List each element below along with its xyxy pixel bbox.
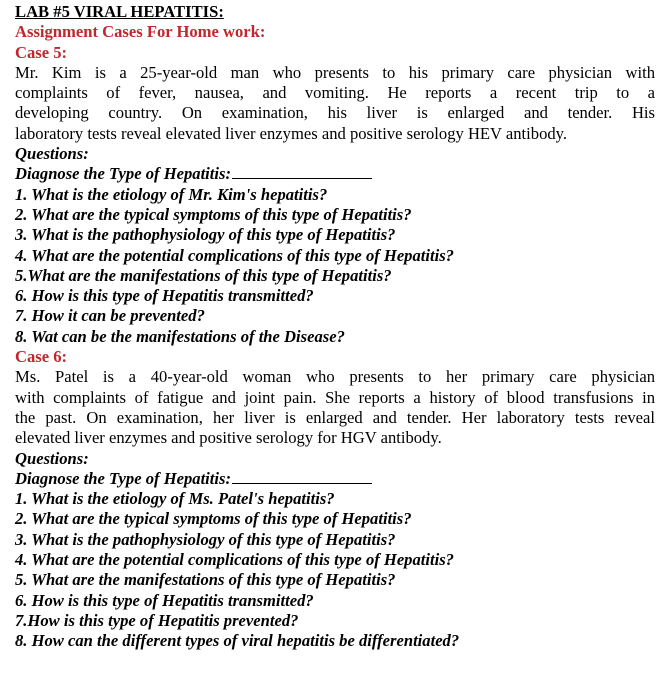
case-narrative <box>15 63 655 144</box>
question-item: 8. Wat can be the manifestations of the Disease? <box>15 326 345 346</box>
question-item: 4. What are the potential complications of this type of Hepatitis? <box>15 550 454 570</box>
question-item: 5. What are the manifestations of this type of Hepatitis? <box>15 570 396 590</box>
case-heading: Case 6: <box>15 347 68 367</box>
assignment-heading: Assignment Cases For Home work: <box>15 22 266 42</box>
question-item: 8. How can the different types of viral hepatitis be differentiated? <box>15 631 460 651</box>
question-item: 6. How is this type of Hepatitis transmitted? <box>15 286 314 306</box>
case-narrative <box>15 367 655 448</box>
question-item: 1. What is the etiology of Mr. Kim's hepatitis? <box>15 184 328 204</box>
narrative-line: the past. On examination, her liver is enlarged and tender. Her laboratory tests reveal <box>15 407 655 427</box>
narrative-line: complaints of fever, nausea, and vomiting. He reports a recent trip to a <box>15 83 655 103</box>
case-5-section <box>15 43 655 347</box>
diagnose-label: Diagnose the Type of Hepatitis: <box>15 468 231 488</box>
question-item: 3. What is the pathophysiology of this type of Hepatitis? <box>15 225 396 245</box>
narrative-line: Ms. Patel is a 40-year-old woman who presents to her primary care physician <box>15 367 655 387</box>
case-heading: Case 5: <box>15 42 68 62</box>
diagnose-blank-line <box>232 469 372 484</box>
diagnose-blank-line <box>232 164 372 179</box>
document-title: LAB #5 VIRAL HEPATITIS: <box>15 2 224 21</box>
questions-label: Questions: <box>15 144 89 164</box>
question-item: 4. What are the potential complications of this type of Hepatitis? <box>15 245 454 265</box>
narrative-line: Mr. Kim is a 25-year-old man who presents to his primary care physician with <box>15 62 655 82</box>
question-item: 2. What are the typical symptoms of this type of Hepatitis? <box>15 204 412 224</box>
question-item: 7.How is this type of Hepatitis prevented? <box>15 610 299 630</box>
question-item: 5.What are the manifestations of this type of Hepatitis? <box>15 265 392 285</box>
diagnose-row <box>15 164 655 184</box>
question-item: 7. How it can be prevented? <box>15 306 205 326</box>
diagnose-label: Diagnose the Type of Hepatitis: <box>15 164 231 184</box>
narrative-line: laboratory tests reveal elevated liver enzymes and positive serology HEV antibody. <box>15 123 568 143</box>
diagnose-row <box>15 469 655 489</box>
document-page <box>15 0 655 652</box>
question-item: 1. What is the etiology of Ms. Patel's hepatitis? <box>15 489 335 509</box>
narrative-line: elevated liver enzymes and positive serology for HGV antibody. <box>15 428 442 448</box>
narrative-line: with complaints of fatigue and joint pain. She reports a history of blood transfusions in <box>15 387 655 407</box>
case-6-section <box>15 347 655 651</box>
question-item: 2. What are the typical symptoms of this type of Hepatitis? <box>15 509 412 529</box>
question-item: 6. How is this type of Hepatitis transmitted? <box>15 590 314 610</box>
narrative-line: developing country. On examination, his liver is enlarged and tender. His <box>15 103 655 123</box>
questions-label: Questions: <box>15 448 89 468</box>
question-item: 3. What is the pathophysiology of this type of Hepatitis? <box>15 529 396 549</box>
